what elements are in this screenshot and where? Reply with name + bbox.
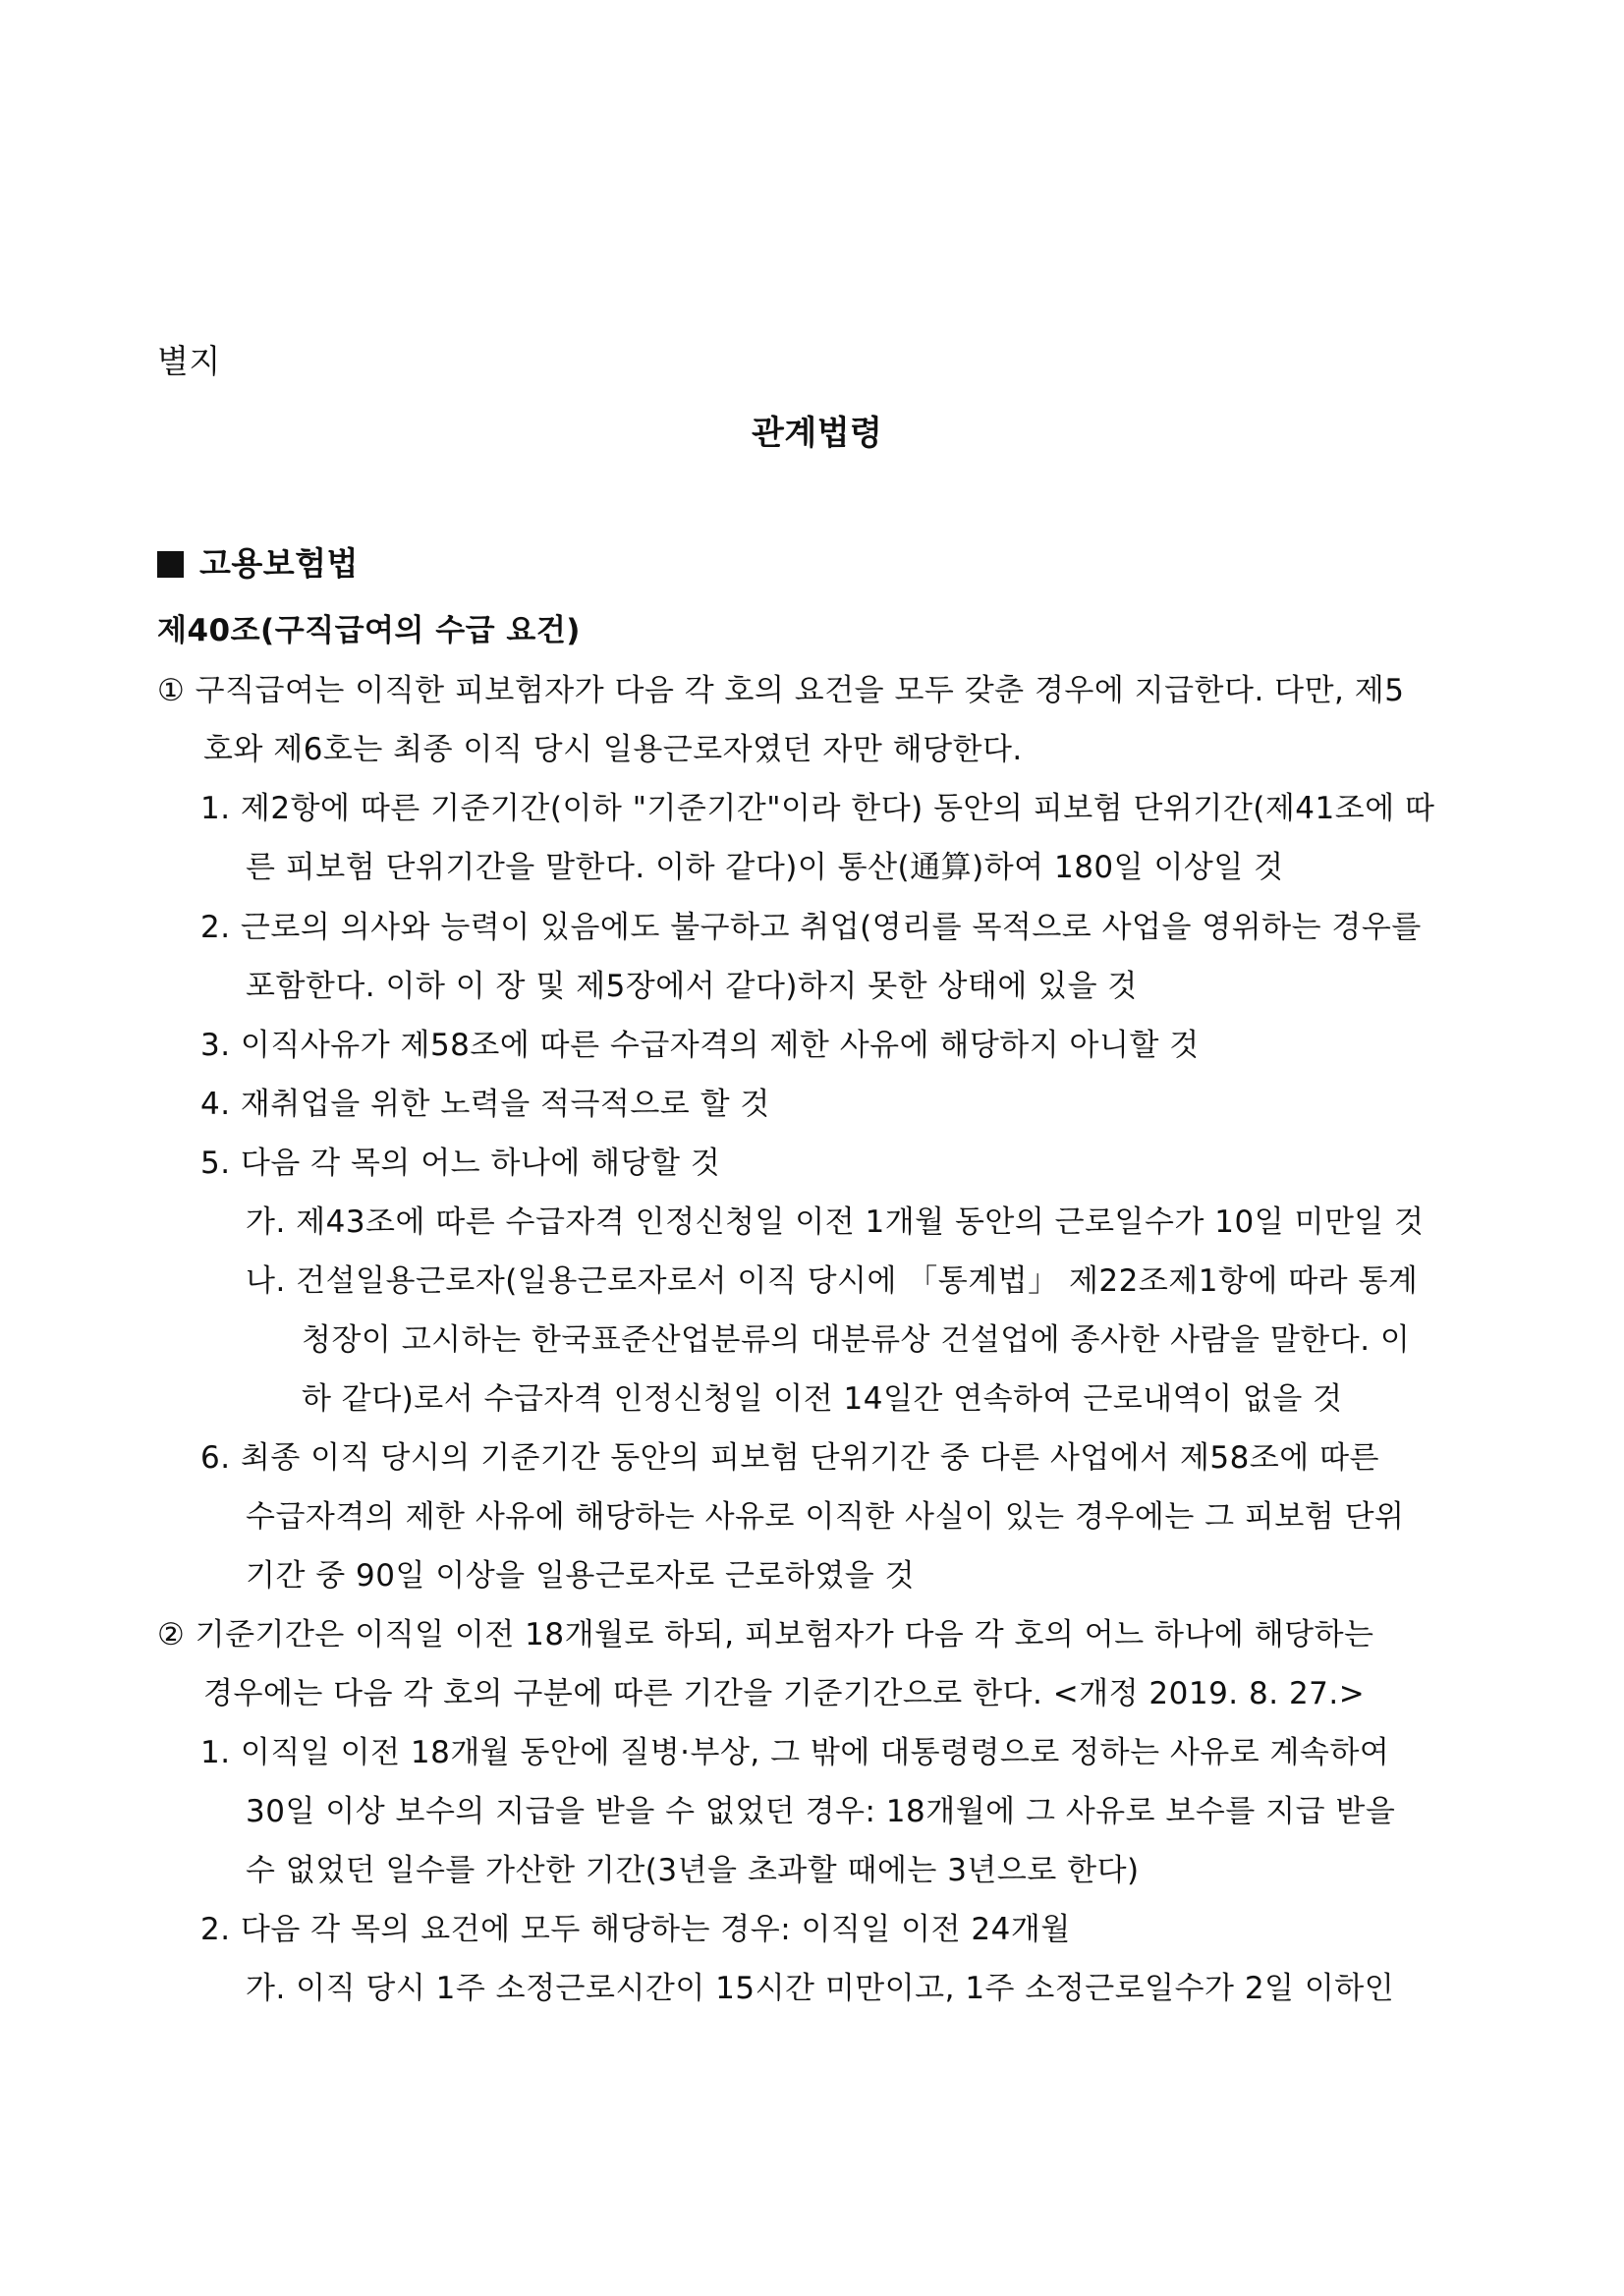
annex-label: 별지 [157, 342, 221, 380]
item-5: 5. 다음 각 목의 어느 하나에 해당할 것 [200, 1146, 721, 1181]
paragraph-2-item-2: 2. 다음 각 목의 요건에 모두 해당하는 경우: 이직일 이전 24개월 [200, 1912, 1071, 1947]
section-heading-text: 고용보험법 [199, 544, 359, 583]
article-heading: 제40조(구직급여의 수급 요건) [157, 613, 581, 648]
item-3: 3. 이직사유가 제58조에 따른 수급자격의 제한 사유에 해당하지 아니할 것 [200, 1028, 1200, 1063]
document-title: 관계법령 [752, 414, 883, 453]
black-square-icon [157, 551, 184, 578]
item-6-line-2: 수급자격의 제한 사유에 해당하는 사유로 이직한 사실이 있는 경우에는 그 피보험 단위 [246, 1499, 1405, 1535]
item-5-na-line-3: 하 같다)로서 수급자격 인정신청일 이전 14일간 연속하여 근로내역이 없을 것 [302, 1381, 1343, 1417]
paragraph-2-item-1-line-2: 30일 이상 보수의 지급을 받을 수 없었던 경우: 18개월에 그 사유로 보수를 지급 받을 [246, 1794, 1396, 1829]
item-6-line-1: 6. 최종 이직 당시의 기준기간 동안의 피보험 단위기간 중 다른 사업에서 제58조에 따른 [200, 1440, 1379, 1476]
item-1-line-1: 1. 제2항에 따른 기준기간(이하 "기준기간"이라 한다) 동안의 피보험 단위기간(제41조에 따 [200, 791, 1435, 826]
item-5-na-line-2: 청장이 고시하는 한국표준산업분류의 대분류상 건설업에 종사한 사람을 말한다. 이 [302, 1322, 1411, 1358]
item-2-line-1: 2. 근로의 의사와 능력이 있음에도 불구하고 취업(영리를 목적으로 사업을 영위하는 경우를 [200, 910, 1422, 945]
item-2-line-2: 포함한다. 이하 이 장 및 제5장에서 같다)하지 못한 상태에 있을 것 [246, 969, 1138, 1004]
item-1-line-2: 른 피보험 단위기간을 말한다. 이하 같다)이 통산(通算)하여 180일 이상일 것 [246, 850, 1284, 885]
paragraph-2-item-1-line-3: 수 없었던 일수를 가산한 기간(3년을 초과할 때에는 3년으로 한다) [246, 1853, 1140, 1888]
paragraph-2-line-2: 경우에는 다음 각 호의 구분에 따른 기간을 기준기간으로 한다. <개정 2019. 8. 27.> [203, 1676, 1366, 1711]
section-heading [157, 544, 359, 584]
item-5-na-line-1: 나. 건설일용근로자(일용근로자로서 이직 당시에 「통계법」 제22조제1항에 따라 통계 [246, 1263, 1419, 1299]
item-6-line-3: 기간 중 90일 이상을 일용근로자로 근로하였을 것 [246, 1558, 916, 1594]
paragraph-1-line-1: ① 구직급여는 이직한 피보험자가 다음 각 호의 요건을 모두 갖춘 경우에 지급한다. 다만, 제5 [157, 673, 1405, 708]
paragraph-1-line-2: 호와 제6호는 최종 이직 당시 일용근로자였던 자만 해당한다. [203, 732, 1023, 767]
item-5-ga: 가. 제43조에 따른 수급자격 인정신청일 이전 1개월 동안의 근로일수가 10일 미만일 것 [246, 1204, 1425, 1240]
paragraph-2-line-1: ② 기준기간은 이직일 이전 18개월로 하되, 피보험자가 다음 각 호의 어느 하나에 해당하는 [157, 1617, 1374, 1652]
paragraph-2-item-1-line-1: 1. 이직일 이전 18개월 동안에 질병·부상, 그 밖에 대통령령으로 정하는 사유로 계속하여 [200, 1735, 1390, 1770]
item-4: 4. 재취업을 위한 노력을 적극적으로 할 것 [200, 1087, 770, 1122]
paragraph-2-item-2-ga: 가. 이직 당시 1주 소정근로시간이 15시간 미만이고, 1주 소정근로일수가 2일 이하인 [246, 1971, 1395, 2006]
